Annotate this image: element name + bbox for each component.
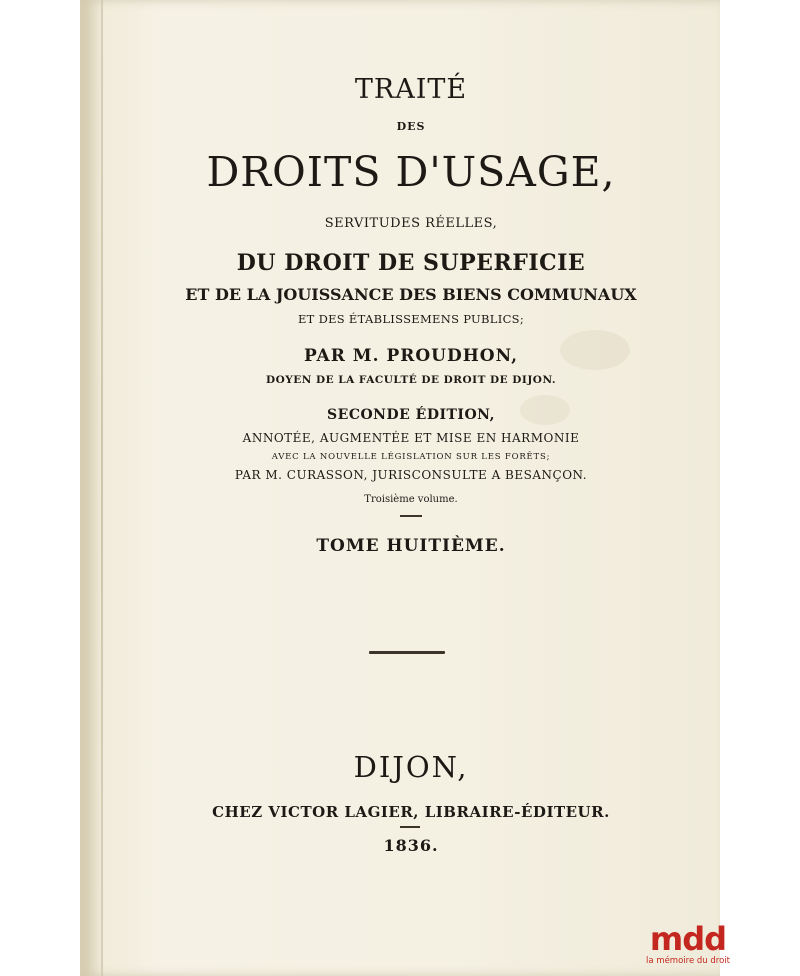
subtitle-etablissemens: ET DES ÉTABLISSEMENS PUBLICS; bbox=[297, 312, 525, 326]
editor-line: PAR M. CURASSON, JURISCONSULTE A BESANÇON. bbox=[234, 468, 588, 482]
edition-line: SECONDE ÉDITION, bbox=[327, 407, 495, 423]
author-title: DOYEN DE LA FACULTÉ DE DROIT DE DIJON. bbox=[265, 374, 557, 386]
separator-rule bbox=[400, 826, 420, 828]
title-traite: TRAITÉ bbox=[354, 74, 468, 105]
legislation-line: AVEC LA NOUVELLE LÉGISLATION SUR LES FORÊTS; bbox=[271, 452, 551, 462]
volume-line: Troisième volume. bbox=[364, 494, 458, 505]
title-des: DES bbox=[396, 120, 426, 133]
subtitle-servitudes: SERVITUDES RÉELLES, bbox=[324, 216, 498, 231]
spine-fold bbox=[101, 0, 103, 976]
logo-tagline: la mémoire du droit bbox=[646, 956, 730, 966]
city-line: DIJON, bbox=[353, 750, 469, 784]
main-title: DROITS D'USAGE, bbox=[206, 148, 616, 196]
separator-rule bbox=[400, 515, 422, 517]
ornament-rule bbox=[369, 651, 445, 654]
mdd-logo bbox=[630, 922, 746, 976]
author-line: PAR M. PROUDHON, bbox=[304, 346, 518, 366]
annotated-line: ANNOTÉE, AUGMENTÉE ET MISE EN HARMONIE bbox=[242, 431, 580, 445]
logo-mark: mdd bbox=[649, 920, 727, 958]
subtitle-superficie: DU DROIT DE SUPERFICIE bbox=[236, 250, 586, 276]
page-gutter-shadow bbox=[80, 0, 102, 976]
year-line: 1836. bbox=[383, 836, 439, 855]
book-page bbox=[80, 0, 720, 976]
tome-line: TOME HUITIÈME. bbox=[316, 536, 506, 556]
subtitle-jouissance: ET DE LA JOUISSANCE DES BIENS COMMUNAUX bbox=[185, 285, 637, 304]
publisher-line: CHEZ VICTOR LAGIER, LIBRAIRE-ÉDITEUR. bbox=[212, 803, 610, 821]
